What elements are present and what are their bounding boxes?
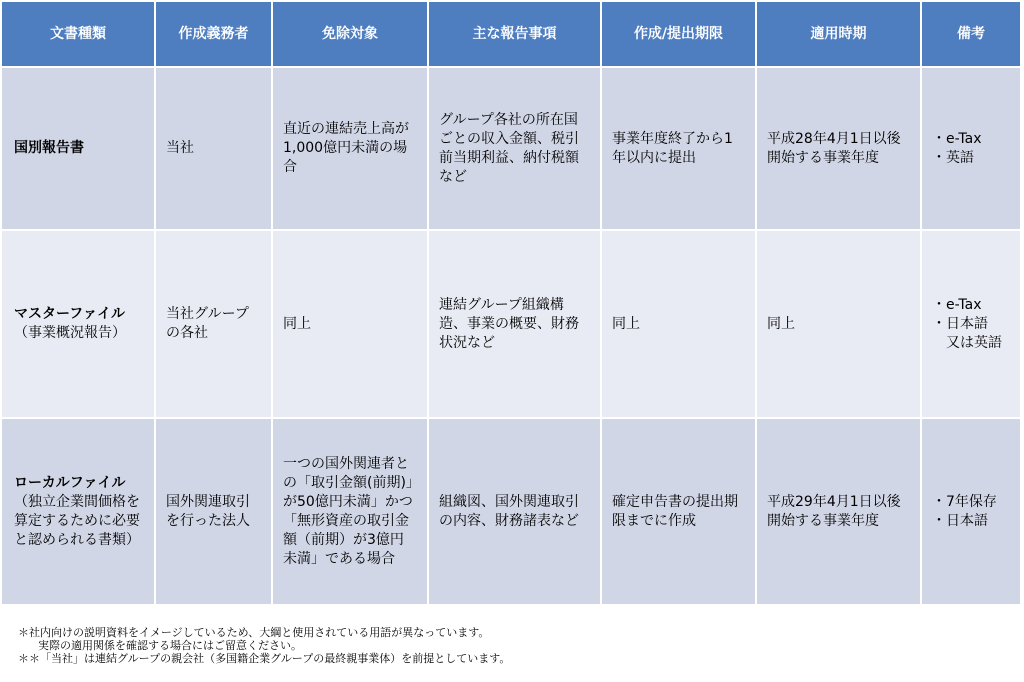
header-exemption: 免除対象	[272, 1, 428, 67]
notes-list	[932, 493, 1010, 531]
notes-cell	[921, 230, 1021, 418]
footnote-line: 実際の適用関係を確認する場合にはご留意ください。	[38, 639, 302, 652]
footnote-line: ＊社内向けの説明資料をイメージしているため、大綱と使用されている用語が異なっています。	[18, 626, 490, 639]
notes-list	[932, 296, 1010, 353]
doc-type-cell	[1, 230, 155, 418]
doc-title: 国別報告書	[14, 140, 84, 156]
note-item: 又は英語	[946, 334, 1002, 351]
header-obligor: 作成義務者	[155, 1, 272, 67]
report-items-cell: グループ各社の所在国ごとの収入金額、税引前当期利益、納付税額など	[428, 67, 601, 230]
footnote-line: ＊＊「当社」は連結グループの親会社（多国籍企業グループの最終親事業体）を前提としています。	[18, 652, 511, 665]
doc-type-cell	[1, 418, 155, 605]
effective-cell: 同上	[756, 230, 921, 418]
note-item: ・e-Tax	[932, 130, 982, 147]
table-row	[1, 230, 1021, 418]
deadline-cell: 確定申告書の提出期限までに作成	[601, 418, 756, 605]
doc-subtitle: （事業概況報告）	[14, 325, 126, 341]
header-notes: 備考	[921, 1, 1021, 67]
effective-cell: 平成29年4月1日以後開始する事業年度	[756, 418, 921, 605]
note-item: ・英語	[932, 149, 974, 166]
header-report-items: 主な報告事項	[428, 1, 601, 67]
header-effective: 適用時期	[756, 1, 921, 67]
doc-title: ローカルファイル	[14, 474, 126, 491]
header-doc-type: 文書種類	[1, 1, 155, 67]
report-items-cell: 連結グループ組織構造、事業の概要、財務状況など	[428, 230, 601, 418]
obligor-cell: 当社	[155, 67, 272, 230]
doc-title: マスターファイル	[14, 306, 126, 322]
notes-cell	[921, 67, 1021, 230]
table-header-row	[1, 1, 1021, 67]
exemption-cell: 同上	[272, 230, 428, 418]
note-item: ・7年保存	[932, 493, 997, 510]
exemption-cell: 一つの国外関連者との「取引金額(前期)」が50億円未満」かつ「無形資産の取引金額（前期）が3億円未満」である場合	[272, 418, 428, 605]
table-row	[1, 418, 1021, 605]
note-item: ・e-Tax	[932, 296, 982, 313]
exemption-cell: 直近の連結売上高が1,000億円未満の場合	[272, 67, 428, 230]
notes-list	[932, 130, 1010, 168]
note-item: ・日本語	[932, 512, 988, 529]
deadline-cell: 事業年度終了から1年以内に提出	[601, 67, 756, 230]
doc-type-cell	[1, 67, 155, 230]
obligor-cell: 国外関連取引を行った法人	[155, 418, 272, 605]
effective-cell: 平成28年4月1日以後開始する事業年度	[756, 67, 921, 230]
obligor-cell: 当社グループの各社	[155, 230, 272, 418]
table-row	[1, 67, 1021, 230]
deadline-cell: 同上	[601, 230, 756, 418]
doc-subtitle: （独立企業間価格を算定するために必要と認められる書類）	[14, 493, 140, 548]
header-deadline: 作成/提出期限	[601, 1, 756, 67]
footnotes	[18, 626, 1008, 665]
notes-cell	[921, 418, 1021, 605]
report-items-cell: 組織図、国外関連取引の内容、財務諸表など	[428, 418, 601, 605]
note-item: ・日本語	[932, 315, 988, 332]
